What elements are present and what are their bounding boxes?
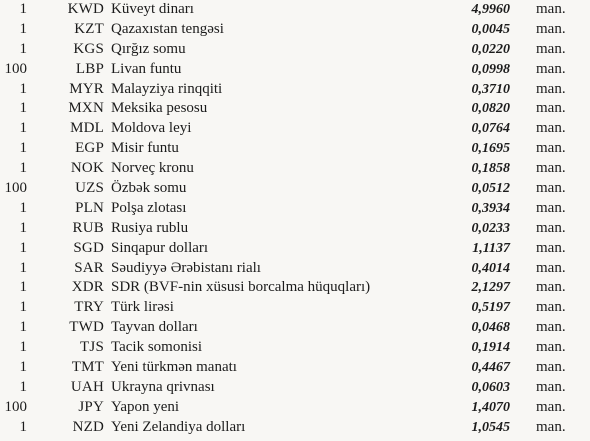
rate-row	[0, 40, 590, 60]
rate-row	[0, 358, 590, 378]
currency-code: NOK	[70, 160, 104, 177]
rate-unit: man.	[536, 40, 566, 57]
rate-value: 0,1695	[471, 141, 510, 157]
rate-value: 0,4014	[471, 260, 510, 276]
currency-code: UAH	[70, 378, 104, 395]
rate-unit: man.	[536, 80, 566, 97]
rate-unit: man.	[536, 140, 566, 157]
rate-row	[0, 0, 590, 20]
rate-amount: 1	[19, 259, 27, 276]
rate-unit: man.	[536, 378, 566, 395]
rate-amount: 1	[19, 418, 27, 435]
currency-name: Qırğız somu	[111, 40, 186, 57]
rate-value: 0,0512	[471, 181, 510, 197]
rate-row	[0, 119, 590, 139]
rate-row	[0, 239, 590, 259]
rate-value: 0,0764	[471, 121, 510, 137]
rate-row	[0, 199, 590, 219]
rate-value: 0,1914	[471, 340, 510, 356]
rate-row	[0, 318, 590, 338]
rate-amount: 1	[19, 219, 27, 236]
currency-code: LBP	[75, 60, 104, 77]
currency-code: SGD	[73, 239, 104, 256]
rate-value: 4,9960	[471, 2, 510, 17]
rate-unit: man.	[536, 1, 566, 17]
rate-value: 0,3934	[471, 200, 510, 216]
currency-code: XDR	[71, 279, 104, 296]
rate-row	[0, 259, 590, 279]
currency-name: Tayvan dolları	[111, 319, 198, 336]
currency-name: Yapon yeni	[111, 398, 180, 415]
rate-amount: 1	[19, 100, 27, 117]
currency-code: KWD	[67, 1, 104, 17]
rate-value: 0,3710	[471, 81, 510, 97]
currency-code: KZT	[74, 20, 104, 37]
currency-code: NZD	[72, 418, 104, 435]
currency-code: TJS	[80, 339, 104, 356]
currency-code: JPY	[78, 398, 104, 415]
rate-value: 0,0468	[471, 320, 510, 336]
rate-value: 0,0998	[471, 61, 510, 77]
rate-value: 0,0233	[471, 220, 510, 236]
rate-unit: man.	[536, 339, 566, 356]
rate-value: 1,0545	[471, 419, 510, 435]
rate-unit: man.	[536, 259, 566, 276]
currency-name: SDR (BVF-nin xüsusi borcalma hüquqları)	[111, 279, 371, 296]
currency-code: SAR	[74, 259, 104, 276]
rate-row	[0, 159, 590, 179]
rate-amount: 1	[19, 80, 27, 97]
currency-name: Tacik somonisi	[111, 339, 203, 356]
rate-amount: 1	[19, 378, 27, 395]
rate-row	[0, 179, 590, 199]
currency-name: Türk lirəsi	[111, 299, 174, 316]
rate-unit: man.	[536, 60, 566, 77]
currency-code: RUB	[72, 219, 104, 236]
rate-value: 1,1137	[472, 240, 510, 256]
rate-value: 0,4467	[471, 360, 510, 376]
rate-unit: man.	[536, 100, 566, 117]
currency-code: MDL	[70, 120, 104, 137]
currency-name: Polşa zlotası	[111, 199, 187, 216]
currency-code: MXN	[68, 100, 104, 117]
rate-amount: 1	[19, 160, 27, 177]
rate-unit: man.	[536, 359, 566, 376]
rate-row	[0, 338, 590, 358]
rate-row	[0, 80, 590, 100]
rate-unit: man.	[536, 20, 566, 37]
currency-name: Sinqapur dolları	[111, 239, 209, 256]
rate-value: 1,4070	[471, 399, 510, 415]
currency-name: Küveyt dinarı	[111, 1, 194, 17]
rate-amount: 1	[19, 299, 27, 316]
currency-code: UZS	[75, 180, 104, 197]
currency-code: PLN	[75, 199, 104, 216]
currency-name: Ukrayna qrivnası	[111, 378, 215, 395]
currency-code: TMT	[71, 359, 104, 376]
rate-amount: 100	[4, 180, 27, 197]
rate-amount: 1	[19, 1, 27, 17]
rate-amount: 1	[19, 239, 27, 256]
rate-row	[0, 418, 590, 438]
rate-value: 0,0045	[471, 21, 510, 37]
rate-unit: man.	[536, 160, 566, 177]
currency-name: Qazaxıstan tengəsi	[111, 20, 224, 37]
rate-value: 0,0220	[471, 41, 510, 57]
rate-unit: man.	[536, 120, 566, 137]
rate-amount: 1	[19, 359, 27, 376]
rate-row	[0, 378, 590, 398]
rate-unit: man.	[536, 299, 566, 316]
rate-amount: 1	[19, 20, 27, 37]
rate-unit: man.	[536, 199, 566, 216]
rate-row	[0, 99, 590, 119]
currency-name: Özbək somu	[111, 180, 187, 197]
rate-row	[0, 139, 590, 159]
rate-row	[0, 398, 590, 418]
rate-unit: man.	[536, 239, 566, 256]
rate-row	[0, 278, 590, 298]
rate-row	[0, 20, 590, 40]
currency-name: Meksika pesosu	[111, 100, 208, 117]
currency-name: Səudiyyə Ərəbistanı rialı	[111, 259, 261, 276]
currency-name: Norveç kronu	[111, 160, 194, 177]
rate-row	[0, 298, 590, 318]
currency-code: KGS	[73, 40, 104, 57]
rate-amount: 1	[19, 40, 27, 57]
rate-row	[0, 219, 590, 239]
rate-amount: 1	[19, 140, 27, 157]
rate-amount: 1	[19, 339, 27, 356]
currency-code: TRY	[74, 299, 104, 316]
rate-value: 0,0820	[471, 101, 510, 117]
rate-value: 0,0603	[471, 379, 510, 395]
rate-value: 0,5197	[471, 300, 510, 316]
rate-amount: 1	[19, 120, 27, 137]
rate-amount: 100	[4, 60, 27, 77]
currency-name: Yeni türkmən manatı	[111, 359, 237, 376]
rate-amount: 1	[19, 199, 27, 216]
currency-name: Rusiya rublu	[111, 219, 189, 236]
rate-amount: 100	[4, 398, 27, 415]
currency-name: Malayziya rinqqiti	[111, 80, 223, 97]
rate-unit: man.	[536, 180, 566, 197]
rate-unit: man.	[536, 279, 566, 296]
rate-amount: 1	[19, 279, 27, 296]
rate-unit: man.	[536, 418, 566, 435]
currency-name: Moldova leyi	[111, 120, 192, 137]
rate-amount: 1	[19, 319, 27, 336]
currency-code: EGP	[75, 140, 104, 157]
rate-unit: man.	[536, 398, 566, 415]
rate-unit: man.	[536, 319, 566, 336]
currency-code: TWD	[69, 319, 104, 336]
rate-value: 2,1297	[471, 280, 510, 296]
rate-unit: man.	[536, 219, 566, 236]
currency-name: Livan funtu	[111, 60, 182, 77]
rate-row	[0, 60, 590, 80]
currency-name: Misir funtu	[111, 140, 179, 157]
currency-name: Yeni Zelandiya dolları	[111, 418, 246, 435]
rate-value: 0,1858	[471, 161, 510, 177]
currency-code: MYR	[69, 80, 104, 97]
